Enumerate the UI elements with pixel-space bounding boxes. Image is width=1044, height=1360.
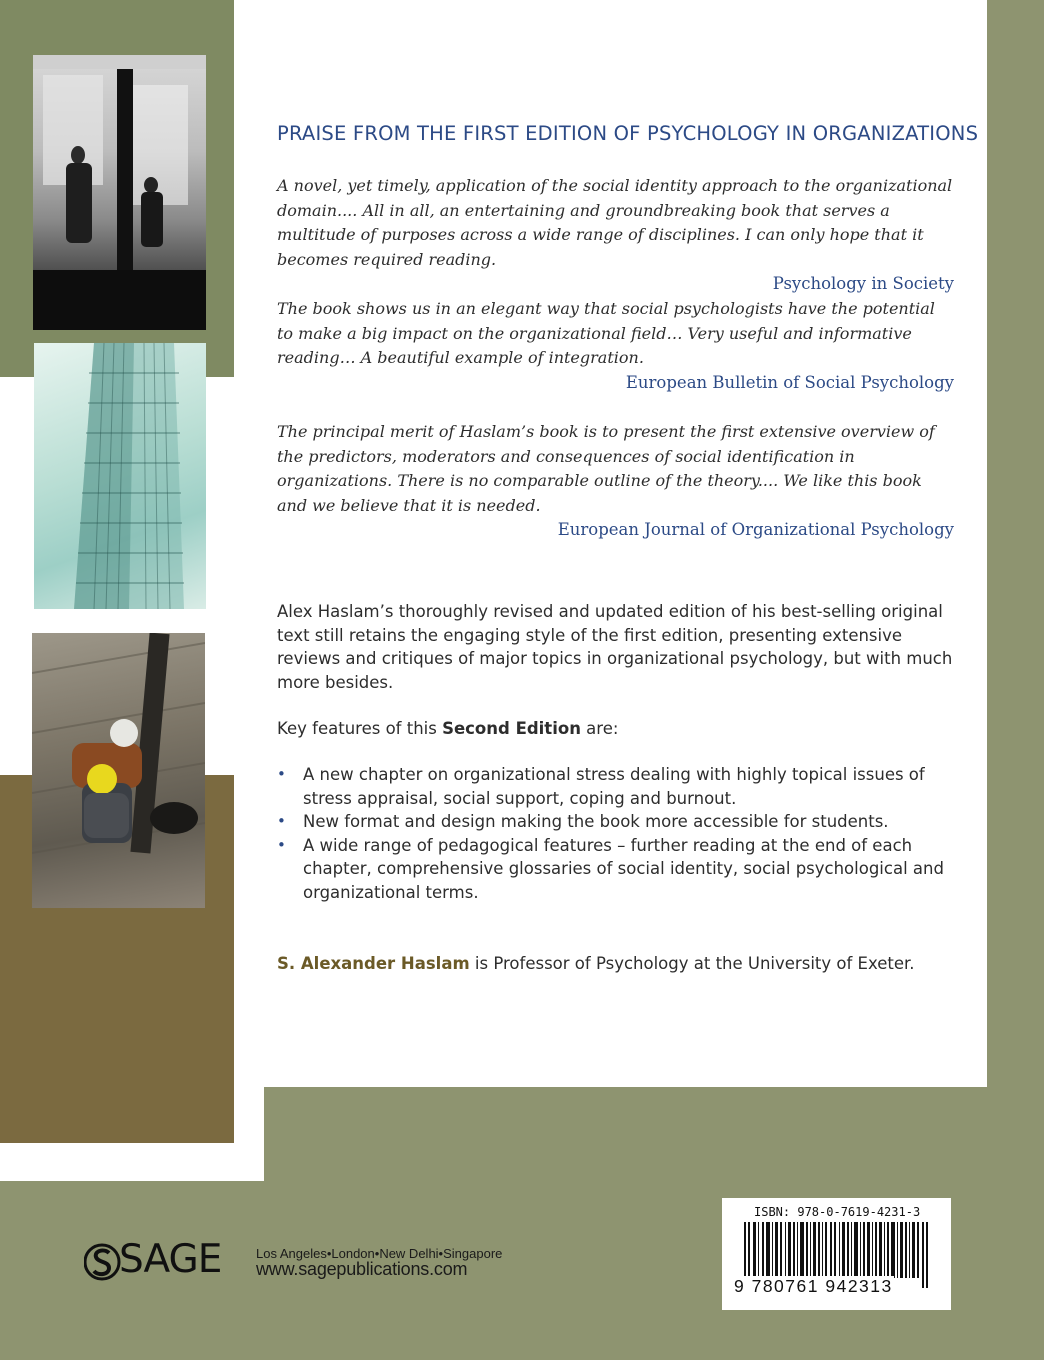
key-features-list	[277, 763, 954, 904]
office-photo	[33, 55, 206, 330]
publisher-cities: Los Angeles•London•New Delhi•Singapore	[256, 1246, 503, 1261]
isbn-label: ISBN: 978-0-7619-4231-3	[754, 1205, 921, 1219]
review-1	[277, 174, 954, 296]
barcode-digits: 9 780761 942313	[734, 1276, 893, 1296]
review-3	[277, 420, 954, 542]
skyscraper-photo	[34, 343, 206, 609]
publisher-logo-text: SAGE	[119, 1237, 222, 1282]
book-description: Alex Haslam’s thoroughly revised and updated edition of his best-selling original text still retains the engaging style of the first edition, presenting extensive reviews and critiques of major topics in organizational psychology, but with much more besides.	[277, 602, 953, 692]
publisher-website: www.sagepublications.com	[256, 1259, 468, 1279]
review-source: Psychology in Society	[772, 274, 954, 293]
left-white-strip	[0, 1143, 264, 1181]
review-2	[277, 297, 954, 395]
review-source: European Journal of Organizational Psychology	[557, 520, 954, 539]
review-quote: The principal merit of Haslam’s book is to present the first extensive overview of the predictors, moderators and consequences of social identification in organizations. There is no comparable outline of the theory.... We like this book and we believe that it is needed.	[277, 422, 935, 515]
list-item: • New format and design making the book more accessible for students.	[277, 810, 954, 834]
edition-label: Second Edition	[442, 719, 581, 738]
list-item: • A wide range of pedagogical features – further reading at the end of each chapter, comprehensive glossaries of social identity, social psychological and organizational terms.	[277, 834, 954, 905]
content-notch	[234, 1087, 264, 1181]
key-features-intro-text: Key features of this	[277, 719, 443, 738]
key-features-intro-end: are:	[580, 719, 619, 738]
review-quote: The book shows us in an elegant way that social psychologists have the potential to make a big impact on the organizational field… Very useful and informative reading… A beautiful example of integration.	[277, 299, 935, 367]
review-quote: A novel, yet timely, application of the social identity approach to the organizational domain.... All in all, an entertaining and groundbreaking book that serves a multitude of purposes across a wide range of disciplines. I can only hope that it becomes required reading.	[277, 176, 953, 269]
page-title: PRAISE FROM THE FIRST EDITION OF PSYCHOLOGY IN ORGANIZATIONS	[277, 122, 979, 145]
author-bio-text: is Professor of Psychology at the University of Exeter.	[469, 954, 915, 973]
review-source: European Bulletin of Social Psychology	[625, 372, 954, 392]
workers-photo	[32, 633, 205, 908]
key-features-intro	[277, 717, 954, 741]
list-item: • A new chapter on organizational stress dealing with highly topical issues of stress appraisal, social support, coping and burnout.	[277, 763, 954, 810]
author-name: S. Alexander Haslam	[277, 954, 470, 973]
author-bio	[277, 952, 954, 976]
main-content-panel	[234, 0, 987, 1087]
